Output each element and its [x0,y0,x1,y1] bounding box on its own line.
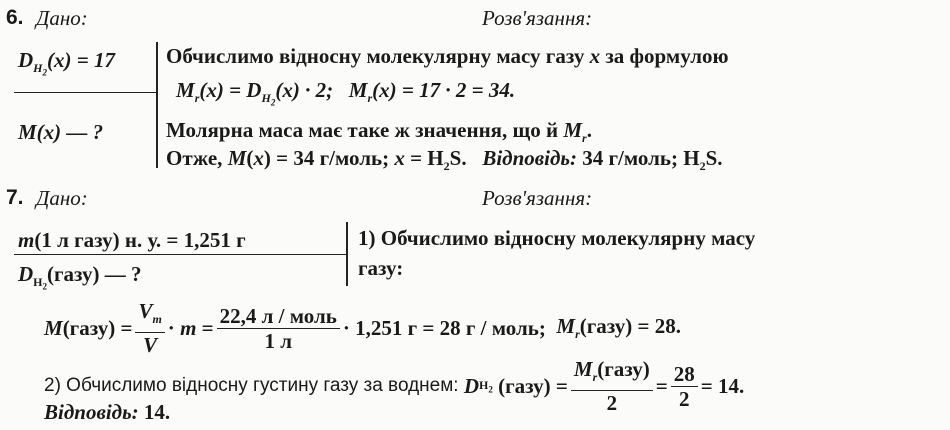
problem-7-answer [44,400,170,425]
problem-6-separator [156,42,158,168]
problem-7-solution-label: Розв'язання: [482,186,593,210]
problem-6-given-value: $D_{H_2}(x) = 17$ [18,48,115,78]
fraction-vm-over-v: $\frac{V_m}{V}$ [135,299,164,356]
problem-7-given-value: m(1 л газу) н. у. = 1,251 г [18,228,246,252]
problem-7-formula-M: M (газу) = $\frac{V_m}{V}$ · m = $\frac{\text{22,4 л / моль}}{1 л}$ · 1,251 г = 28 г / моль; $M_r(газу) = 28$. [44,299,682,357]
problem-6-given-label: Дано: [36,6,88,30]
problem-7-separator [346,222,348,286]
problem-6-line2: $M_r(x) = D_{H_2}(x) \cdot 2$; $M_r(x) = 17 \cdot 2 = 34$. [176,78,516,108]
problem-6-line1: Обчислимо відносну молекулярну масу газу x за формулою [166,44,729,68]
fraction-mr-over-2: $\frac{M_r(газу)}{2}$ [571,357,653,414]
problem-6-given-divider [14,92,156,93]
fraction-molar-volume: $\frac{\text{22,4 л / моль}}{1 л}$ [217,304,340,353]
problem-7-given-label: Дано: [36,186,88,210]
problem-6-solution-label: Розв'язання: [482,6,593,30]
problem-7-step2: 2) Обчислимо відносну густину газу за воднем: D $H_2$ (газу) = $\frac{M_r(газу)}{2}$ = $\frac{28}{2}$ = 14. [44,357,745,415]
problem-7-answer-value: 14. [143,400,171,424]
problem-6-line4: Отже, M(x) = 34 г/моль; $x = H_2S$. Відповідь: 34 г/моль; $H_2S$. [166,146,723,174]
problem-6-line3: Молярна маса має таке ж значення, що й $M_r$. [166,118,592,146]
problem-7-answer-label: Відповідь: [44,400,139,424]
problem-6-find: M(x) — ? [18,120,104,144]
problem-6-number: 6. [6,6,24,29]
problem-7-number: 7. [6,186,24,209]
problem-7-given-divider [14,254,346,255]
problem-7-find: $D_{H_2}(газу)$ — ? [18,262,142,292]
problem-6-answer-value: 34 г/моль; $H_2S$. [582,146,723,174]
problem-7-step1-a: 1) Обчислимо відносну молекулярну масу [358,226,756,250]
problem-6-answer-label: Відповідь: [482,146,578,170]
problem-7-step1-b: газу: [358,256,404,280]
fraction-28-over-2: $\frac{28}{2}$ [671,362,698,411]
